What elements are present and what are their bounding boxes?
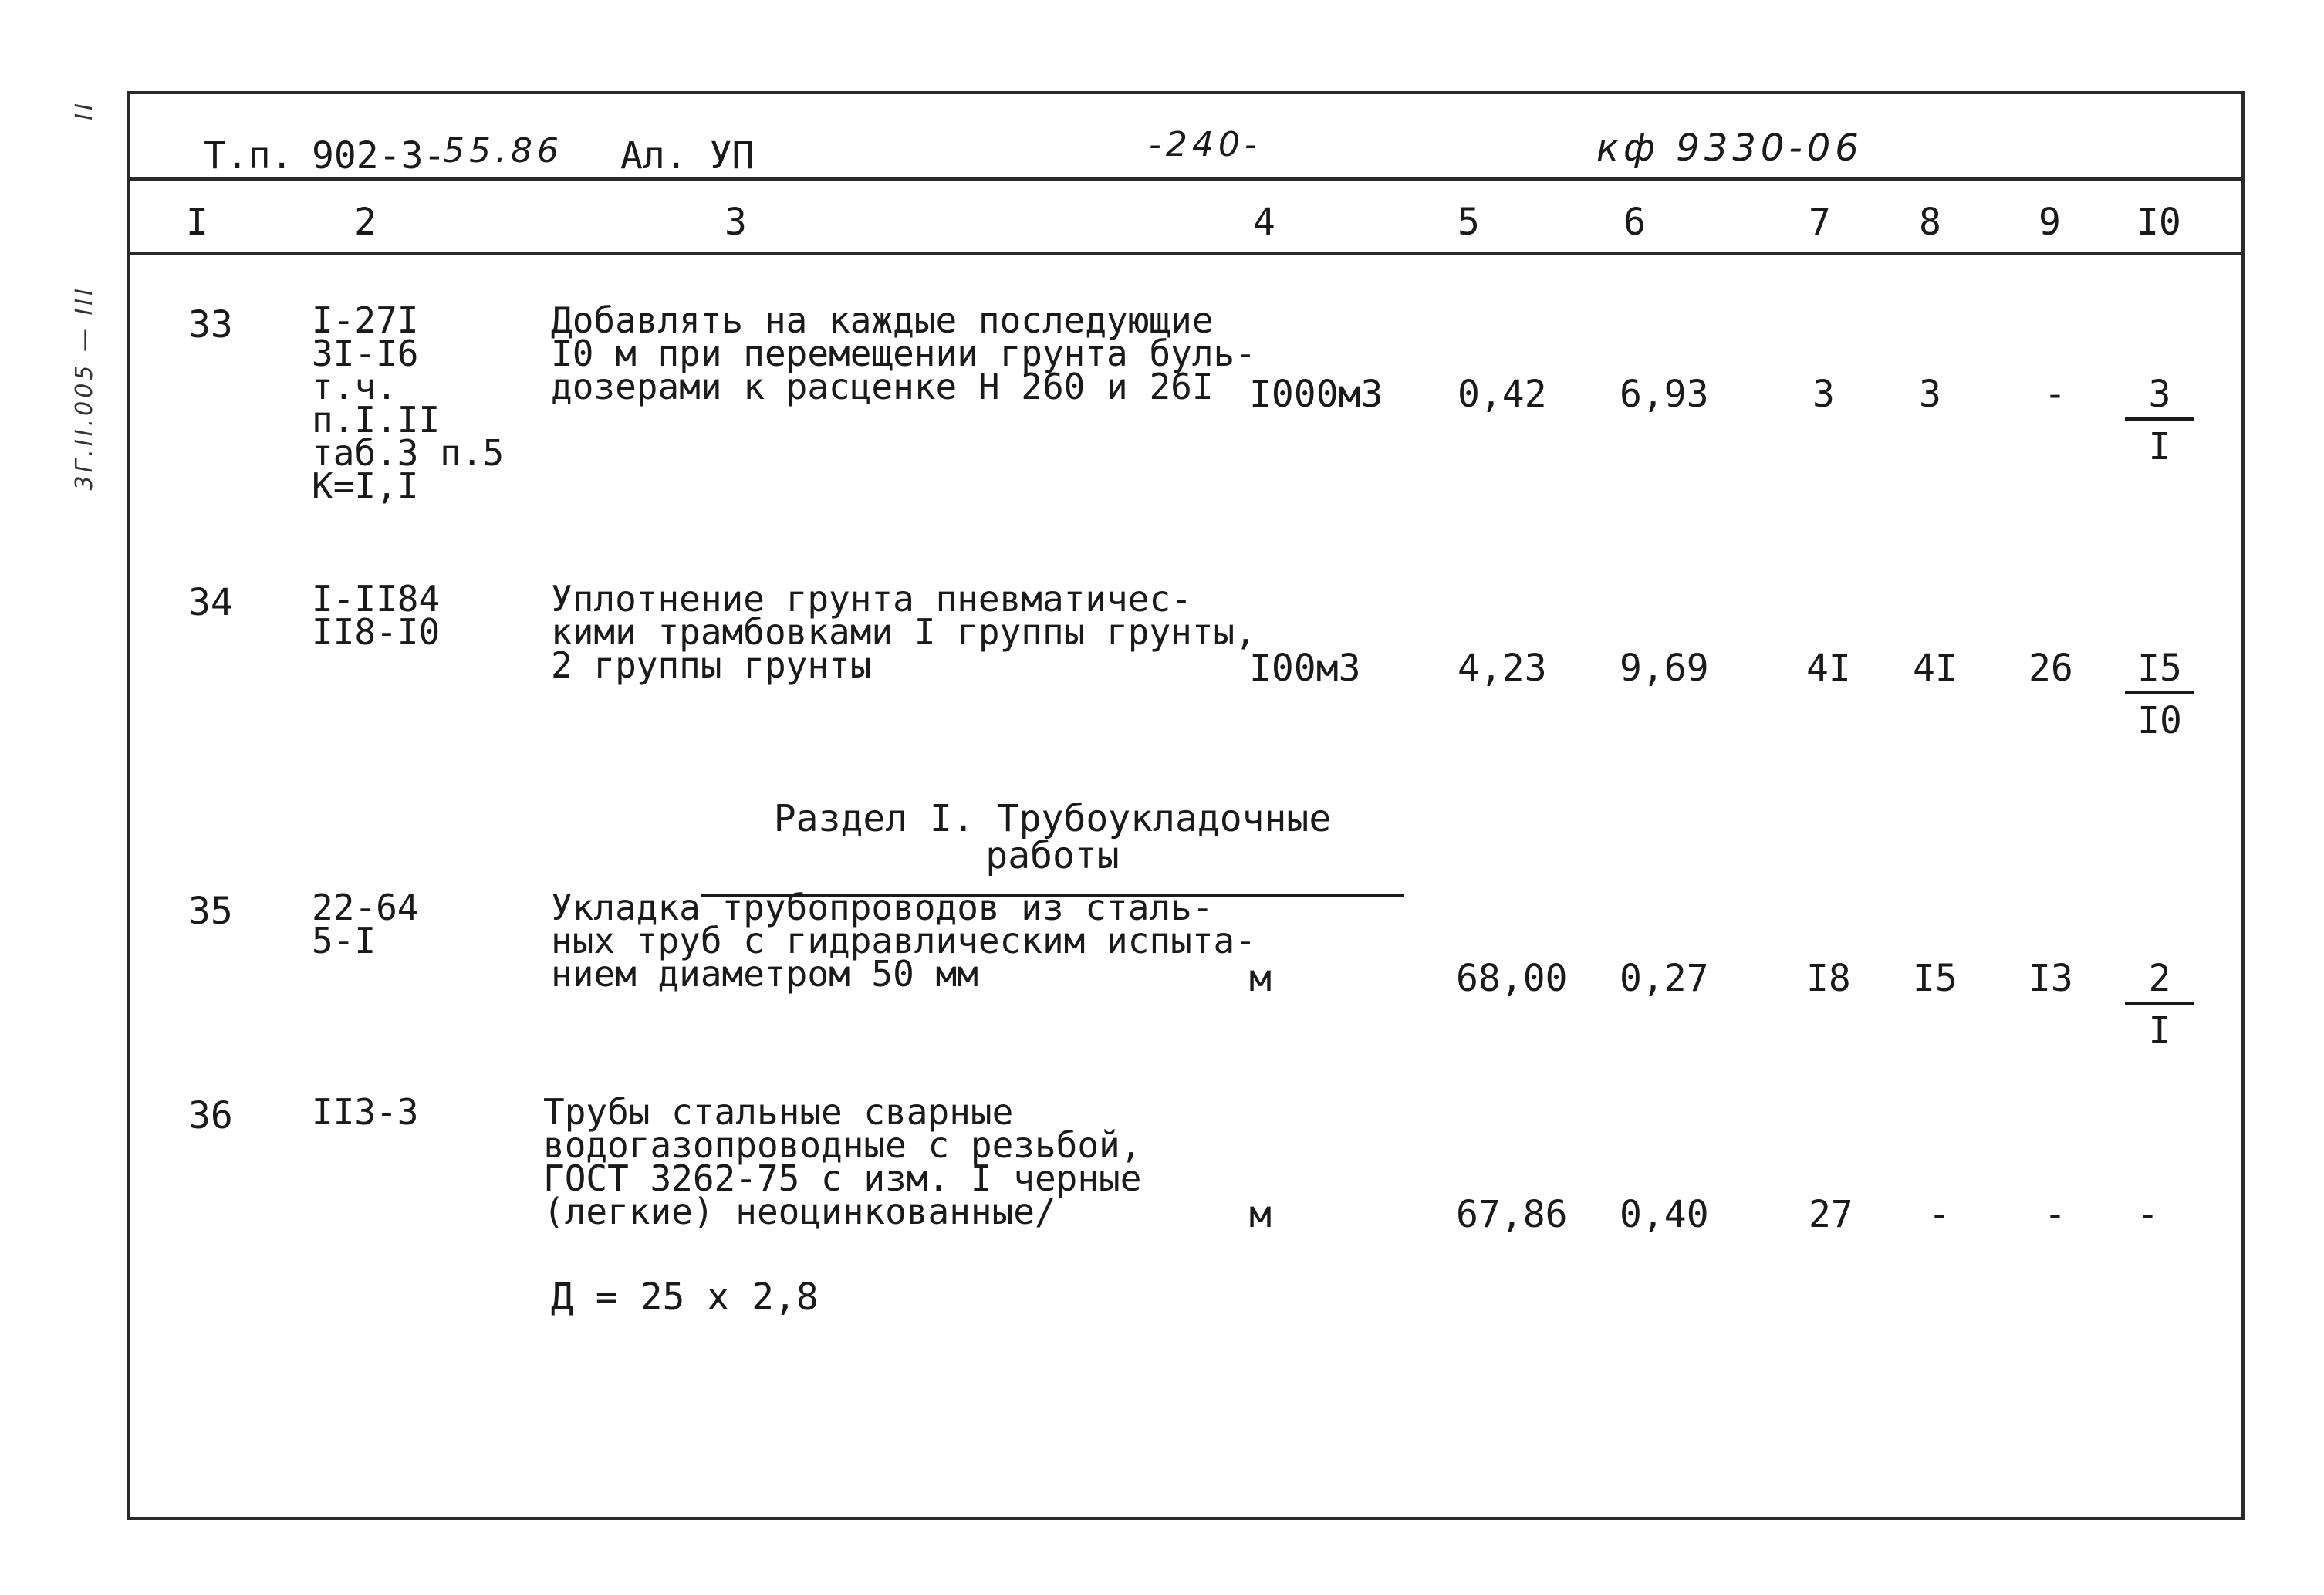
- row-33-col10-fraction: [2125, 373, 2194, 468]
- col-header-9: 9: [2039, 201, 2061, 244]
- row-35-col5: 68,00: [1456, 957, 1568, 1000]
- row-35-num: 35: [188, 890, 233, 933]
- col-header-2: 2: [354, 201, 377, 244]
- col-header-8: 8: [1919, 201, 1941, 244]
- row-33-col7: 3: [1812, 373, 1835, 416]
- row-33-col6: 6,93: [1620, 373, 1709, 416]
- row-34-col8: 4I: [1913, 647, 1957, 690]
- row-34-col10-num: I5: [2137, 647, 2182, 690]
- col-header-7: 7: [1809, 201, 1831, 244]
- columns-divider: [130, 252, 2241, 255]
- row-36-dimension: Д = 25 х 2,8: [551, 1276, 819, 1319]
- row-34-col6: 9,69: [1620, 647, 1709, 690]
- row-33-col9: -: [2044, 373, 2066, 416]
- row-35-col10-fraction: [2125, 957, 2194, 1053]
- row-33-unit: I000м3: [1249, 373, 1383, 416]
- row-34-col9: 26: [2028, 647, 2073, 690]
- row-35-col10-den: I: [2125, 1002, 2194, 1049]
- col-header-3: 3: [725, 201, 747, 244]
- tp-label: Т.п.: [204, 134, 293, 177]
- row-34-unit: I00м3: [1249, 647, 1361, 690]
- project-code: 902-3-: [312, 134, 446, 177]
- row-34-col7: 4I: [1806, 647, 1851, 690]
- row-35-description: Укладка трубопроводов из сталь- ных труб с гидравлическим испыта- нием диаметром 50 мм: [551, 887, 1256, 995]
- row-34-num: 34: [188, 581, 233, 624]
- margin-side-note: 3Г.ІІ.005 — ІІІ: [71, 286, 98, 491]
- row-34-col5: 4,23: [1458, 647, 1547, 690]
- row-33-col10-num: 3: [2148, 373, 2171, 416]
- row-33-description: Добавлять на каждые последующие I0 м при перемещении грунта буль- дозерами к расценке Н 260 и 26I: [551, 299, 1256, 407]
- row-35-col6: 0,27: [1620, 957, 1709, 1000]
- row-36-col10: -: [2137, 1193, 2159, 1236]
- project-code-handwritten: 55.86: [443, 131, 563, 171]
- row-34-description: Уплотнение грунта пневматичес- кими трамбовками I группы грунты, 2 группы грунты: [551, 578, 1256, 686]
- row-33-col5: 0,42: [1458, 373, 1547, 416]
- row-36-col6: 0,40: [1620, 1193, 1709, 1236]
- album-label: Ал. УП: [620, 134, 755, 177]
- page-number: -240-: [1149, 125, 1262, 164]
- row-33-col8: 3: [1919, 373, 1941, 416]
- row-35-unit: м: [1249, 957, 1272, 1000]
- row-36-unit: м: [1249, 1193, 1272, 1236]
- row-35-col9: I3: [2028, 957, 2073, 1000]
- margin-top-mark: ІІ: [71, 100, 98, 120]
- row-35-col8: I5: [1913, 957, 1957, 1000]
- row-33-num: 33: [188, 303, 233, 346]
- section-title: Раздел I. Трубоукладочные работы: [701, 800, 1404, 897]
- row-34-col10-den: I0: [2125, 691, 2194, 739]
- doc-code: кф 9330-06: [1596, 127, 1863, 170]
- row-36-codes: II3-3: [312, 1091, 419, 1133]
- col-header-4: 4: [1253, 201, 1275, 244]
- header-divider: [130, 177, 2241, 181]
- row-36-description: Трубы стальные сварные водогазопроводные с резьбой, ГОСТ 3262-75 с изм. I черные (легкие) неоцинкованные/: [543, 1091, 1142, 1232]
- row-34-col10-fraction: [2125, 647, 2194, 742]
- row-35-col10-num: 2: [2148, 957, 2171, 1000]
- document-sheet: [127, 91, 2245, 1520]
- col-header-1: I: [186, 201, 208, 244]
- col-header-5: 5: [1458, 201, 1480, 244]
- row-35-codes: 22-64 5-I: [312, 887, 419, 961]
- row-36-col9: -: [2044, 1193, 2066, 1236]
- row-36-col7: 27: [1809, 1193, 1853, 1236]
- row-33-codes: I-27I 3I-I6 т.ч. п.I.II таб.3 п.5 К=I,I: [312, 299, 505, 507]
- row-36-col5: 67,86: [1456, 1193, 1568, 1236]
- row-35-col7: I8: [1806, 957, 1851, 1000]
- col-header-6: 6: [1623, 201, 1646, 244]
- row-36-num: 36: [188, 1094, 233, 1137]
- row-36-col8: -: [1928, 1193, 1951, 1236]
- row-34-codes: I-II84 II8-I0: [312, 578, 441, 653]
- row-33-col10-den: I: [2125, 417, 2194, 465]
- col-header-10: I0: [2137, 201, 2181, 244]
